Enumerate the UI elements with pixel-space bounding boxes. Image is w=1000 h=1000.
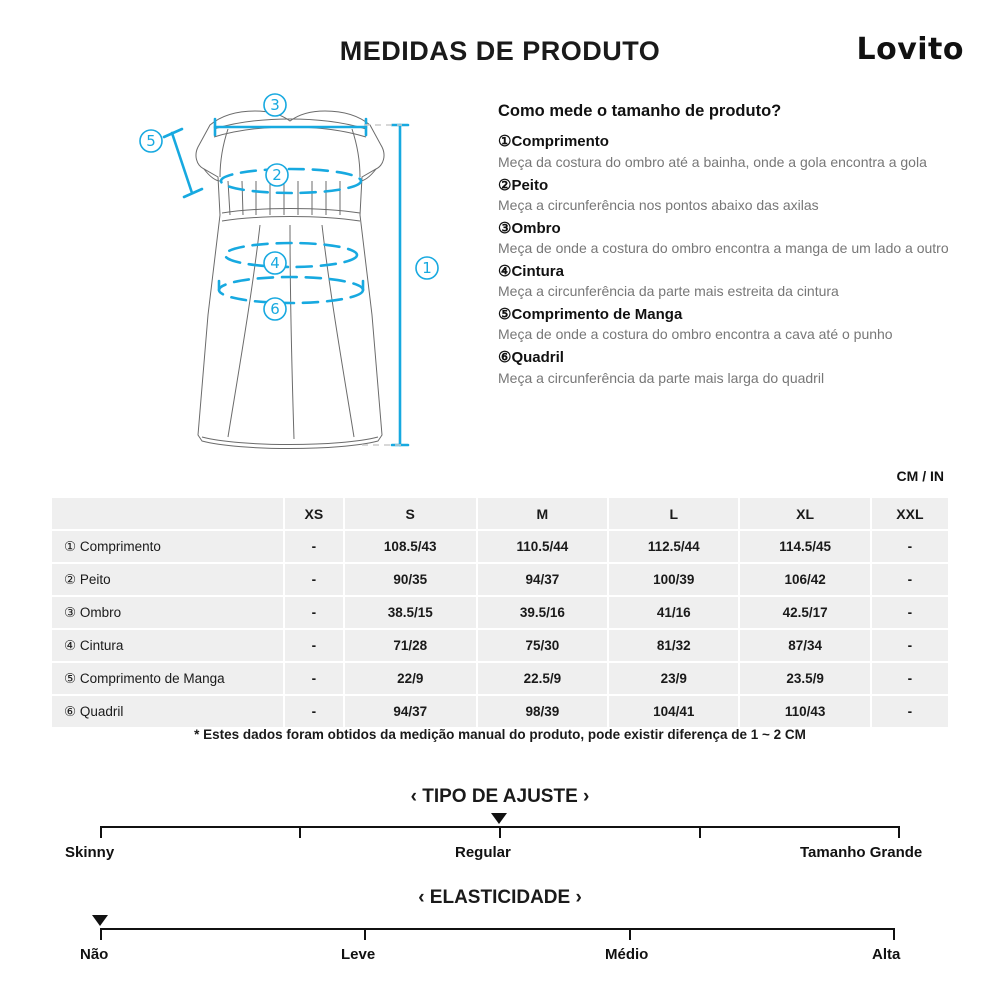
- svg-text:6: 6: [270, 300, 280, 318]
- cell-peito-xl: 106/42: [740, 564, 869, 595]
- row-label-ombro: ③ Ombro: [52, 597, 283, 628]
- cell-manga-m: 22.5/9: [478, 663, 607, 694]
- table-header-s: S: [345, 498, 476, 529]
- cell-ombro-xxl: -: [872, 597, 948, 628]
- row-label-comprimento: ① Comprimento: [52, 531, 283, 562]
- cell-peito-xs: -: [285, 564, 343, 595]
- cell-peito-s: 90/35: [345, 564, 476, 595]
- guide-item-title-3: [498, 218, 968, 239]
- cell-cintura-xs: -: [285, 630, 343, 661]
- cell-quadril-xs: -: [285, 696, 343, 727]
- elasticity-tick-2: [629, 928, 631, 940]
- guide-item-title-2: [498, 175, 968, 196]
- guide-item-name-5: Comprimento de Manga: [511, 306, 683, 324]
- table-header-row: [52, 498, 948, 529]
- fit-label-regular: Regular: [455, 844, 511, 861]
- svg-text:3: 3: [270, 96, 280, 114]
- measurement-guide: [498, 100, 968, 390]
- table-header-corner: [52, 498, 283, 529]
- cell-peito-l: 100/39: [609, 564, 738, 595]
- cell-comprimento-s: 108.5/43: [345, 531, 476, 562]
- elasticity-scale-line: [100, 928, 895, 930]
- cell-cintura-xl: 87/34: [740, 630, 869, 661]
- fit-scale-title: ‹ TIPO DE AJUSTE ›: [410, 786, 590, 807]
- page-title: MEDIDAS DE PRODUTO: [339, 36, 661, 66]
- cell-quadril-s: 94/37: [345, 696, 476, 727]
- table-row: [52, 597, 948, 628]
- guide-item-marker-2: ②: [498, 176, 512, 194]
- table-header-xl: XL: [740, 498, 869, 529]
- table-row: [52, 630, 948, 661]
- cell-comprimento-l: 112.5/44: [609, 531, 738, 562]
- guide-item-desc-1: Meça da costura do ombro até a bainha, onde a gola encontra a gola: [498, 153, 927, 170]
- cell-ombro-s: 38.5/15: [345, 597, 476, 628]
- cell-quadril-xl: 110/43: [740, 696, 869, 727]
- guide-item-desc-6: Meça a circunferência da parte mais larga do quadril: [498, 369, 825, 386]
- table-header-xs: XS: [285, 498, 343, 529]
- cell-comprimento-xxl: -: [872, 531, 948, 562]
- row-label-quadril: ⑥ Quadril: [52, 696, 283, 727]
- size-table: [50, 496, 950, 729]
- table-header-xxl: XXL: [872, 498, 948, 529]
- cell-manga-xxl: -: [872, 663, 948, 694]
- guide-item-desc-3: Meça de onde a costura do ombro encontra a manga de um lado a outro: [498, 240, 949, 257]
- brand-logo: Lovito: [856, 32, 964, 67]
- row-label-manga: ⑤ Comprimento de Manga: [52, 663, 283, 694]
- guide-item-title-1: [498, 131, 968, 152]
- guide-item-marker-1: ①: [498, 133, 512, 151]
- guide-item-title-6: [498, 347, 968, 368]
- cell-comprimento-m: 110.5/44: [478, 531, 607, 562]
- cell-cintura-s: 71/28: [345, 630, 476, 661]
- guide-item-marker-6: ⑥: [498, 349, 512, 367]
- guide-item-name-1: Comprimento: [511, 133, 609, 151]
- cell-quadril-m: 98/39: [478, 696, 607, 727]
- fit-tick-4: [898, 826, 900, 838]
- cell-quadril-l: 104/41: [609, 696, 738, 727]
- guide-item-name-4: Cintura: [511, 262, 564, 280]
- cell-comprimento-xs: -: [285, 531, 343, 562]
- elasticity-label-nao: Não: [80, 946, 109, 963]
- svg-text:4: 4: [270, 254, 280, 272]
- guide-item-marker-5: ⑤: [498, 306, 512, 324]
- elasticity-selected-marker: [92, 915, 108, 926]
- guide-item-marker-4: ④: [498, 262, 512, 280]
- guide-item-desc-5: Meça de onde a costura do ombro encontra a cava até o punho: [498, 326, 893, 343]
- table-row: [52, 696, 948, 727]
- fit-label-skinny: Skinny: [65, 844, 115, 861]
- elasticity-label-medio: Médio: [605, 946, 649, 963]
- elasticity-label-alta: Alta: [872, 946, 901, 963]
- fit-tick-2: [499, 826, 501, 838]
- measurement-note: * Estes dados foram obtidos da medição manual do produto, pode existir diferença de 1 ~ 2 CM: [194, 727, 806, 742]
- elasticity-tick-1: [364, 928, 366, 940]
- guide-item-name-6: Quadril: [511, 349, 564, 367]
- guide-item-title-4: [498, 261, 968, 282]
- row-label-cintura: ④ Cintura: [52, 630, 283, 661]
- fit-selected-marker: [491, 813, 507, 824]
- cell-cintura-m: 75/30: [478, 630, 607, 661]
- guide-item-desc-4: Meça a circunferência da parte mais estreita da cintura: [498, 283, 839, 300]
- cell-ombro-m: 39.5/16: [478, 597, 607, 628]
- cell-ombro-xl: 42.5/17: [740, 597, 869, 628]
- svg-text:2: 2: [272, 166, 282, 184]
- cell-cintura-l: 81/32: [609, 630, 738, 661]
- fit-label-tamanho-grande: Tamanho Grande: [800, 844, 923, 861]
- guide-item-name-2: Peito: [511, 176, 549, 194]
- elasticity-label-leve: Leve: [341, 946, 376, 963]
- units-label: CM / IN: [896, 468, 944, 484]
- guide-item-desc-2: Meça a circunferência nos pontos abaixo das axilas: [498, 196, 819, 213]
- elasticity-tick-3: [893, 928, 895, 940]
- elasticity-scale-title: ‹ ELASTICIDADE ›: [418, 887, 582, 908]
- table-header-m: M: [478, 498, 607, 529]
- fit-tick-1: [299, 826, 301, 838]
- table-row: [52, 531, 948, 562]
- cell-ombro-l: 41/16: [609, 597, 738, 628]
- guide-item-title-5: [498, 304, 968, 325]
- cell-quadril-xxl: -: [872, 696, 948, 727]
- row-label-peito: ② Peito: [52, 564, 283, 595]
- fit-tick-3: [699, 826, 701, 838]
- svg-text:5: 5: [146, 132, 156, 150]
- cell-peito-xxl: -: [872, 564, 948, 595]
- cell-cintura-xxl: -: [872, 630, 948, 661]
- table-header-l: L: [609, 498, 738, 529]
- table-row: [52, 564, 948, 595]
- guide-item-name-3: Ombro: [511, 219, 561, 237]
- elasticity-tick-0: [100, 928, 102, 940]
- cell-manga-l: 23/9: [609, 663, 738, 694]
- table-row: [52, 663, 948, 694]
- garment-diagram: [110, 85, 470, 475]
- guide-item-marker-3: ③: [498, 219, 512, 237]
- svg-text:1: 1: [422, 259, 432, 277]
- cell-manga-xs: -: [285, 663, 343, 694]
- cell-manga-xl: 23.5/9: [740, 663, 869, 694]
- cell-manga-s: 22/9: [345, 663, 476, 694]
- cell-peito-m: 94/37: [478, 564, 607, 595]
- fit-tick-0: [100, 826, 102, 838]
- cell-comprimento-xl: 114.5/45: [740, 531, 869, 562]
- cell-ombro-xs: -: [285, 597, 343, 628]
- measurement-guide-heading: Como mede o tamanho de produto?: [498, 102, 782, 120]
